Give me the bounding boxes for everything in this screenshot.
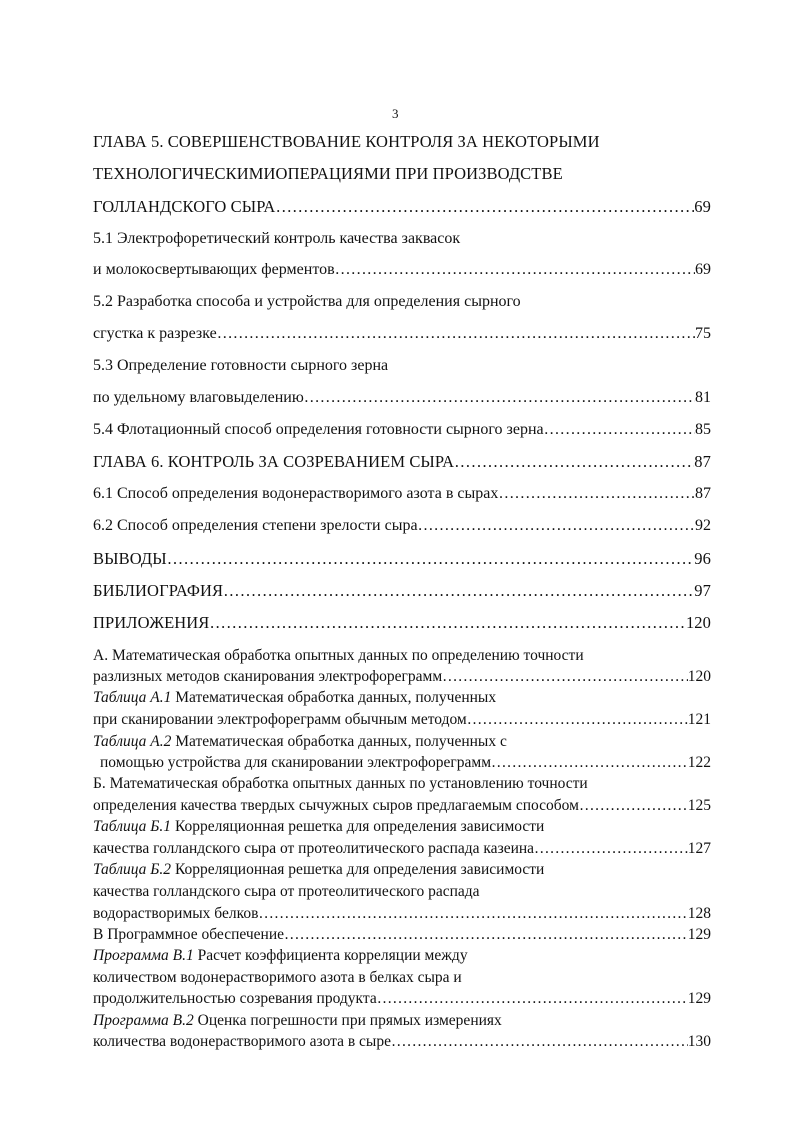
- toc-page-ref: 130: [687, 1033, 711, 1050]
- toc-line-table-a1-b: при сканировании электрофореграмм обычным методом ……………………………………………………………………………………………………………………………………………………………………………………………… 121: [93, 711, 711, 729]
- toc-page-ref: 125: [687, 797, 711, 814]
- toc-line-6-2: 6.2 Способ определения степени зрелости сыра ……………………………………………………………………………………………………………………………………………………………………………………………… 92: [93, 517, 711, 535]
- toc-page-ref: 96: [694, 549, 711, 568]
- toc-line-appendix-a-2: разлизных методов сканирования электрофореграмм ……………………………………………………………………………………………………………………………………………………………………………………………… 120: [93, 668, 711, 686]
- toc-line-5-2-b: сгустка к разрезке ……………………………………………………………………………………………………………………………………………………………………………………………… 75: [93, 325, 711, 343]
- toc-page-ref: 120: [687, 668, 711, 685]
- page-number: 3: [392, 106, 399, 121]
- toc-page-ref: 127: [687, 840, 711, 857]
- toc-item-label: Таблица А.2: [93, 733, 172, 750]
- toc-line-appendix-c: В Программное обеспечение ……………………………………………………………………………………………………………………………………………………………………………………………… 129: [93, 926, 711, 944]
- toc-line-table-b1-b: качества голландского сыра от протеолитического распада казеина ……………………………………………………………………………………………………………………………………………………………………………………………… 127: [93, 840, 711, 858]
- toc-line-chapter5-title-3: ГОЛЛАНДСКОГО СЫРА ……………………………………………………………………………………………………………………………………………………………………………………………… 69: [93, 197, 711, 217]
- toc-line-table-a2-a: Таблица А.2 Математическая обработка данных, полученных с: [93, 733, 507, 750]
- toc-line-bibliography: БИБЛИОГРАФИЯ ……………………………………………………………………………………………………………………………………………………………………………………………… 97: [93, 581, 711, 601]
- toc-line-table-b2-c: водорастворимых белков ……………………………………………………………………………………………………………………………………………………………………………………………… 128: [93, 905, 711, 923]
- toc-line-program-c1-b: количеством водонерастворимого азота в белках сыра и: [93, 969, 462, 986]
- toc-page-ref: 85: [695, 421, 711, 438]
- toc-line-appendix-b-2: определения качества твердых сычужных сыров предлагаемым способом ……………………………………………………………………………………………………………………………………………………………………………………………… 125: [93, 797, 711, 815]
- toc-line-program-c2-b: количества водонерастворимого азота в сыре ……………………………………………………………………………………………………………………………………………………………………………………………… 130: [93, 1033, 711, 1051]
- toc-line-table-b2-a: Таблица Б.2 Корреляционная решетка для определения зависимости: [93, 861, 545, 878]
- toc-page-ref: 69: [695, 261, 711, 278]
- toc-page-ref: 129: [687, 926, 711, 943]
- toc-page-ref: 87: [694, 452, 711, 471]
- toc-page-ref: 75: [695, 325, 711, 342]
- toc-line-chapter5-title-2: ТЕХНОЛОГИЧЕСКИМИОПЕРАЦИЯМИ ПРИ ПРОИЗВОДСТВЕ: [93, 164, 563, 183]
- toc-page-ref: 97: [694, 581, 711, 600]
- toc-page-ref: 122: [687, 754, 711, 771]
- toc-item-label: Таблица А.1: [93, 689, 172, 706]
- toc-line-program-c1-a: Программа В.1 Расчет коэффициента корреляции между: [93, 947, 468, 964]
- toc-page-ref: 81: [695, 389, 711, 406]
- toc-page-ref: 69: [694, 197, 711, 216]
- toc-line-program-c1-c: продолжительностью созревания продукта ……………………………………………………………………………………………………………………………………………………………………………………………… 129: [93, 990, 711, 1008]
- toc-line-5-1-b: и молокосвертывающих ферментов ……………………………………………………………………………………………………………………………………………………………………………………………… 69: [93, 261, 711, 279]
- toc-line-conclusions: ВЫВОДЫ ……………………………………………………………………………………………………………………………………………………………………………………………… 96: [93, 549, 711, 569]
- toc-page-ref: 120: [685, 613, 711, 632]
- toc-line-program-c2-a: Программа В.2 Оценка погрешности при прямых измерениях: [93, 1012, 502, 1029]
- toc-item-label: Программа В.1: [93, 947, 194, 964]
- toc-line-table-a1-a: Таблица А.1 Математическая обработка данных, полученных: [93, 689, 497, 706]
- toc-page-ref: 129: [687, 990, 711, 1007]
- toc-item-label: Таблица Б.2: [93, 861, 172, 878]
- toc-line-appendix-a-1: А. Математическая обработка опытных данных по определению точности: [93, 647, 584, 664]
- toc-line-5-3-a: 5.3 Определение готовности сырного зерна: [93, 357, 389, 374]
- toc-item-label: Таблица Б.1: [93, 818, 172, 835]
- toc-line-table-a2-b: помощью устройства для сканировании электрофореграмм ……………………………………………………………………………………………………………………………………………………………………………………………… 122: [100, 754, 711, 772]
- toc-line-5-2-a: 5.2 Разработка способа и устройства для определения сырного: [93, 293, 521, 310]
- toc-line-table-b2-b: качества голландского сыра от протеолитического распада: [93, 883, 480, 900]
- toc-item-label: Программа В.2: [93, 1012, 194, 1029]
- toc-line-chapter6: ГЛАВА 6. КОНТРОЛЬ ЗА СОЗРЕВАНИЕМ СЫРА ……………………………………………………………………………………………………………………………………………………………………………………………… 87: [93, 452, 711, 472]
- toc-line-appendix-b-1: Б. Математическая обработка опытных данных по установлению точности: [93, 775, 588, 792]
- toc-page-ref: 87: [695, 485, 711, 502]
- toc-line-6-1: 6.1 Способ определения водонерастворимого азота в сырах ……………………………………………………………………………………………………………………………………………………………………………………………… 87: [93, 485, 711, 503]
- toc-line-5-4: 5.4 Флотационный способ определения готовности сырного зерна ……………………………………………………………………………………………………………………………………………………………………………………………… 85: [93, 421, 711, 439]
- toc-line-5-1-a: 5.1 Электрофоретический контроль качества заквасок: [93, 230, 461, 247]
- toc-line-5-3-b: по удельному влаговыделению ……………………………………………………………………………………………………………………………………………………………………………………………… 81: [93, 389, 711, 407]
- toc-page-ref: 92: [695, 517, 711, 534]
- toc-page-ref: 121: [687, 711, 711, 728]
- toc-page-ref: 128: [687, 905, 711, 922]
- toc-line-chapter5-title-1: ГЛАВА 5. СОВЕРШЕНСТВОВАНИЕ КОНТРОЛЯ ЗА НЕКОТОРЫМИ: [93, 132, 600, 151]
- toc-line-table-b1-a: Таблица Б.1 Корреляционная решетка для определения зависимости: [93, 818, 545, 835]
- toc-line-appendices: ПРИЛОЖЕНИЯ ……………………………………………………………………………………………………………………………………………………………………………………………… 120: [93, 613, 711, 633]
